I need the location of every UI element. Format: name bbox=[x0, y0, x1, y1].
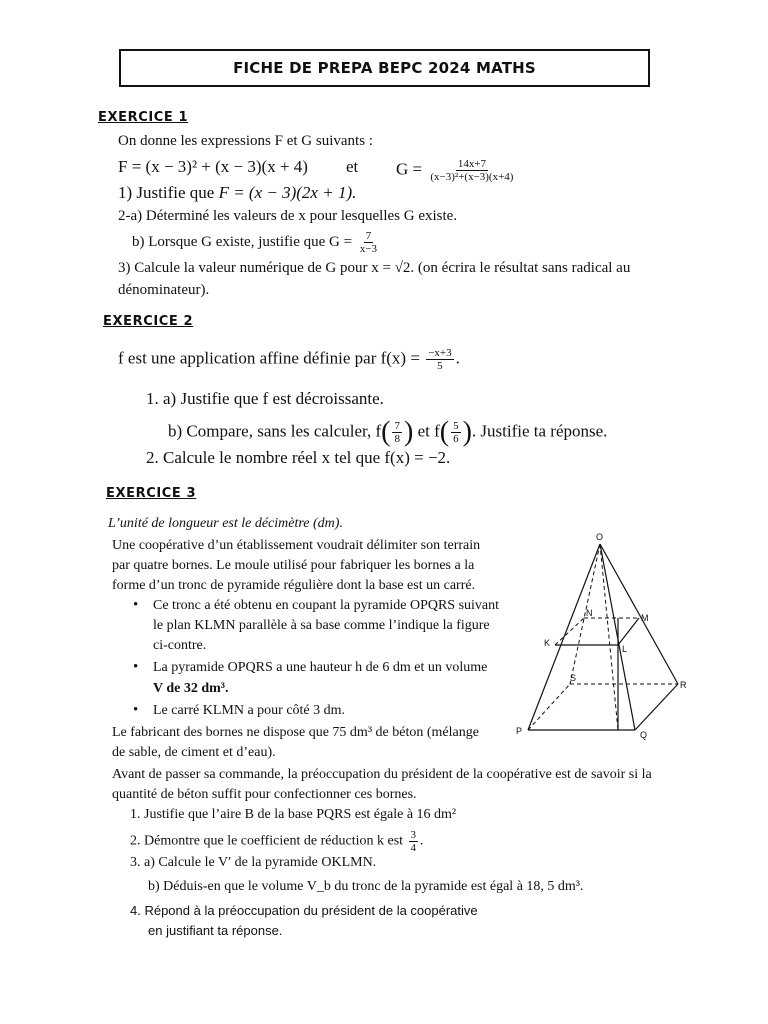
label-R: R bbox=[680, 680, 687, 690]
exercise-2-heading: EXERCICE 2 bbox=[103, 314, 194, 329]
ex3-p7: quantité de béton suffit pour confectionner ces bornes. bbox=[112, 787, 417, 802]
label-S: S bbox=[570, 673, 577, 683]
label-N: N bbox=[586, 608, 593, 618]
ex2-question-1a: 1. a) Justifie que f est décroissante. bbox=[146, 389, 384, 408]
edge-PS bbox=[528, 684, 570, 730]
g-numerator: 14x+7 bbox=[457, 158, 487, 170]
ex3-unit: L’unité de longueur est le décimètre (dm). bbox=[108, 516, 343, 531]
ex2-intro: f est une application affine définie par f(x) = $\frac{-x+3}{5}$ . bbox=[118, 347, 460, 372]
label-P: P bbox=[516, 726, 523, 736]
ex3-bullet1-l3: ci-contre. bbox=[153, 638, 207, 653]
ex1-question-2b: b) Lorsque G existe, justifie que G = $\frac{7}{x-3}$ bbox=[132, 230, 378, 255]
ex3-bullet3: Le carré KLMN a pour côté 3 dm. bbox=[153, 703, 346, 718]
ex3-question-4-l2: en justifiant ta réponse. bbox=[148, 923, 283, 938]
ex3-bullet2-l1: La pyramide OPQRS a une hauteur h de 6 dm et un volume bbox=[153, 660, 488, 675]
ex3-bullet1-l1: Ce tronc a été obtenu en coupant la pyramide OPQRS suivant bbox=[153, 598, 500, 613]
ex1-question-2a: 2-a) Déterminé les valeurs de x pour lesquelles G existe. bbox=[118, 208, 458, 224]
bullet: • bbox=[133, 597, 139, 613]
ex3-p5: de sable, de ciment et d’eau). bbox=[112, 745, 276, 760]
page-title: FICHE DE PREPA BEPC 2024 MATHS bbox=[119, 49, 650, 87]
ex3-bullet1-l2: le plan KLMN parallèle à sa base comme l’indique la figure bbox=[153, 618, 490, 633]
label-Q: Q bbox=[640, 730, 648, 740]
ex1-question-3-line2: dénominateur). bbox=[118, 282, 210, 298]
edge-QR bbox=[635, 684, 678, 730]
ex1-question-3-line1: 3) Calcule la valeur numérique de G pour x = √2. (on écrira le résultat sans radical au bbox=[118, 260, 631, 276]
ex3-question-3a: 3. a) Calcule le V′ de la pyramide OKLMN. bbox=[130, 855, 377, 870]
exercise-3-heading: EXERCICE 3 bbox=[106, 486, 197, 501]
ex3-p2: par quatre bornes. Le moule utilisé pour fabriquer les bornes a la bbox=[112, 558, 475, 573]
ex3-p3: forme d’un tronc de pyramide régulière dont la base est un carré. bbox=[112, 578, 476, 593]
ex2-question-2: 2. Calcule le nombre réel x tel que f(x) = −2. bbox=[146, 448, 451, 467]
ex3-p1: Une coopérative d’un établissement voudrait délimiter son terrain bbox=[112, 538, 481, 553]
ex2-question-1b: b) Compare, sans les calculer, f( $\frac{7}{8}$ ) et f( $\frac{5}{6}$ ). Justifie ta réponse. bbox=[168, 416, 608, 448]
g-denominator: (x−3)²+(x−3)(x+4) bbox=[430, 171, 514, 183]
ex3-question-1: 1. Justifie que l’aire B de la base PQRS est égale à 16 dm² bbox=[130, 807, 457, 822]
ex3-bullet2-l2: V de 32 dm³. bbox=[153, 681, 229, 696]
pyramid-figure bbox=[510, 530, 710, 745]
ex3-question-2: 2. Démontre que le coefficient de réduction k est $\frac{3}{4}$ . bbox=[130, 829, 424, 854]
edge-OP bbox=[528, 544, 600, 730]
label-L: L bbox=[622, 644, 628, 654]
ex1-question-1: 1) Justifie que F = (x − 3)(2x + 1). bbox=[118, 183, 357, 202]
edge-LM bbox=[618, 618, 639, 645]
ex1-f-expression: F = (x − 3)² + (x − 3)(x + 4) bbox=[118, 157, 308, 176]
ex3-p6: Avant de passer sa commande, la préoccupation du président de la coopérative est de savoir si la bbox=[112, 767, 652, 782]
label-M: M bbox=[641, 613, 649, 623]
ex1-g-expression: G = $\frac{14x+7}{\text{(x−3)²+(x−3)(x+4)}}$ bbox=[396, 158, 514, 183]
ex3-question-4-l1: 4. Répond à la préoccupation du président de la coopérative bbox=[130, 903, 478, 918]
label-O: O bbox=[596, 532, 604, 542]
edge-OS bbox=[570, 544, 600, 684]
ex1-et: et bbox=[346, 157, 359, 176]
bullet: • bbox=[133, 702, 139, 718]
ex3-p4: Le fabricant des bornes ne dispose que 75 dm³ de béton (mélange bbox=[112, 725, 479, 740]
bullet: • bbox=[133, 659, 139, 675]
ex1-intro: On donne les expressions F et G suivants : bbox=[118, 133, 373, 149]
exercise-1-heading: EXERCICE 1 bbox=[98, 110, 189, 125]
label-K: K bbox=[544, 638, 551, 648]
ex3-question-3b: b) Déduis-en que le volume V_b du tronc de la pyramide est égal à 18, 5 dm³. bbox=[148, 879, 584, 894]
